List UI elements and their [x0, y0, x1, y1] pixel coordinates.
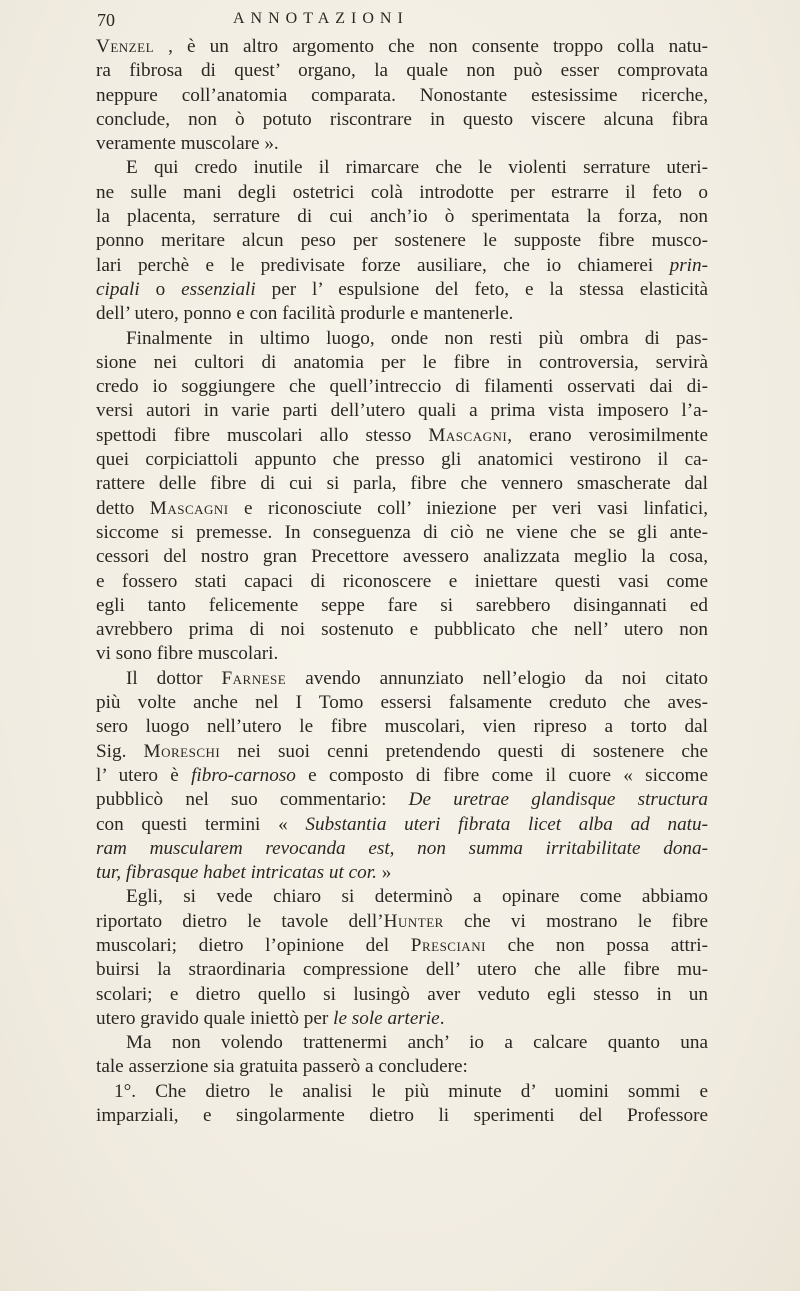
- text-run: Sig.: [96, 740, 144, 762]
- text-line: [96, 715, 708, 739]
- italic-text: fibro-carnoso: [191, 764, 296, 786]
- proper-name: Moreschi: [143, 740, 221, 762]
- text-line: [96, 885, 708, 909]
- text-run: e fossero stati capaci di riconoscere e iniettare questi vasi come: [96, 570, 708, 592]
- text-run: quei corpiciattoli appunto che presso gli anatomici vestirono il ca-: [96, 449, 708, 471]
- text-line: [96, 181, 708, 205]
- text-line: [96, 472, 708, 496]
- text-line: [96, 521, 708, 545]
- text-line: [96, 351, 708, 375]
- text-run: sero luogo nell’utero le fibre muscolari, vien ripreso a torto dal: [96, 716, 708, 738]
- text-run: e composto di fibre come il cuore « siccome: [295, 764, 708, 786]
- text-run: ne sulle mani degli ostetrici colà introdotte per estrarre il feto o: [96, 181, 708, 203]
- text-line: [96, 642, 708, 666]
- text-line: [96, 983, 708, 1007]
- text-run: veramente muscolare ».: [96, 133, 279, 155]
- text-line: [96, 1055, 708, 1079]
- text-run: per l’ espulsione del feto, e la stessa elasticità: [255, 278, 708, 300]
- text-run: l’ utero è: [96, 764, 192, 786]
- italic-text: cipali: [96, 278, 140, 300]
- text-run: avendo annunziato nell’elogio da noi citato: [286, 667, 708, 689]
- italic-text: le sole arterie: [333, 1007, 440, 1029]
- text-run: riportato dietro le tavole dell’: [96, 910, 384, 932]
- text-line: [96, 229, 708, 253]
- text-line: [96, 448, 708, 472]
- text-run: nei suoi cenni pretendendo questi di sostenere che: [220, 740, 708, 762]
- text-line: [96, 545, 708, 569]
- proper-name: Venzel: [96, 36, 155, 57]
- text-run: pubblicò nel suo commentario:: [96, 789, 409, 811]
- text-run: cessori del nostro gran Precettore avessero analizzata meglio la cosa,: [96, 546, 708, 568]
- text-line: [96, 958, 708, 982]
- text-line: [96, 327, 708, 351]
- italic-text: essenziali: [181, 278, 256, 300]
- running-head: ANNOTAZIONI: [233, 10, 409, 27]
- text-run: buirsi la straordinaria compressione dell’ utero che alle fibre mu-: [96, 959, 708, 981]
- italic-text: tur, fibrasque habet intricatas ut cor.: [96, 862, 377, 884]
- text-line: [96, 108, 708, 132]
- text-line: [96, 1080, 708, 1104]
- proper-name: Presciani: [410, 934, 486, 956]
- text-line: [96, 788, 708, 812]
- text-run: sione nei cultori di anatomia per le fibre in controversia, servirà: [96, 351, 708, 373]
- text-line: [96, 59, 708, 83]
- text-line: [96, 205, 708, 229]
- page-number: 70: [97, 10, 115, 30]
- text-line: [96, 302, 708, 326]
- text-run: Ma non volendo trattenermi anch’ io a calcare quanto una: [126, 1032, 708, 1054]
- text-line: [96, 254, 708, 278]
- text-line: [96, 764, 708, 788]
- text-line: [96, 813, 708, 837]
- text-line: [96, 84, 708, 108]
- text-line: [96, 1104, 708, 1128]
- text-run: rattere delle fibre di cui si parla, fibre che vennero smascherate dal: [96, 473, 708, 495]
- text-run: 1°. Che dietro le analisi le più minute d’ uomini sommi e: [114, 1080, 708, 1102]
- text-line: [96, 667, 708, 691]
- text-run: e riconosciute coll’ iniezione per veri vasi linfatici,: [228, 497, 708, 519]
- text-run: che vi mostrano le fibre: [443, 910, 708, 932]
- text-line: [96, 837, 708, 861]
- text-run: avrebbero prima di noi sostenuto e pubblicato che nell’ utero non: [96, 619, 708, 641]
- text-run: la placenta, serrature di cui anch’io ò sperimentata la forza, non: [96, 206, 708, 228]
- text-run: detto: [96, 497, 150, 519]
- text-run: scolari; e dietro quello si lusingò aver veduto egli stesso in un: [96, 983, 708, 1005]
- text-run: ponno meritare alcun peso per sostenere le supposte fibre musco-: [96, 230, 708, 252]
- proper-name: Hunter: [383, 910, 444, 932]
- text-line: [96, 740, 708, 764]
- proper-name: Farnese: [221, 667, 287, 689]
- text-run: , erano verosimilmente: [507, 424, 708, 446]
- text-run: che non possa attri-: [485, 934, 708, 956]
- text-run: »: [376, 862, 392, 884]
- text-run: vi sono fibre muscolari.: [96, 643, 279, 665]
- text-run: o: [139, 278, 182, 300]
- text-run: con questi termini «: [96, 813, 306, 835]
- text-run: E qui credo inutile il rimarcare che le violenti serrature uteri-: [126, 157, 708, 179]
- text-line: [96, 861, 708, 885]
- text-line: [96, 424, 708, 448]
- text-line: [96, 35, 708, 59]
- text-run: imparziali, e singolarmente dietro li sperimenti del Professore: [96, 1105, 708, 1127]
- text-run: muscolari; dietro l’opinione del: [96, 934, 411, 956]
- text-run: .: [439, 1007, 445, 1029]
- text-line: [96, 618, 708, 642]
- italic-text: Substantia uteri fibrata licet alba ad natu-: [305, 813, 708, 835]
- text-run: siccome si premesse. In conseguenza di ciò ne viene che se gli ante-: [96, 521, 708, 543]
- italic-text: ram muscularem revocanda est, non summa irritabilitate dona-: [96, 837, 708, 859]
- text-line: [96, 1031, 708, 1055]
- text-run: , è un altro argomento che non consente troppo colla natu-: [154, 36, 708, 57]
- proper-name: Mascagni: [428, 424, 508, 446]
- text-line: [96, 375, 708, 399]
- text-run: tale asserzione sia gratuita passerò a concludere:: [96, 1056, 468, 1078]
- text-line: [96, 156, 708, 180]
- text-line: [96, 594, 708, 618]
- italic-text: De uretrae glandisque structura: [408, 789, 708, 811]
- italic-text: prin-: [669, 254, 708, 276]
- text-line: [96, 691, 708, 715]
- text-line: [96, 497, 708, 521]
- text-line: [96, 910, 708, 934]
- text-run: Finalmente in ultimo luogo, onde non resti più ombra di pas-: [126, 327, 708, 349]
- text-run: conclude, non ò potuto riscontrare in questo viscere alcuna fibra: [96, 108, 708, 130]
- text-line: [96, 399, 708, 423]
- text-run: utero gravido quale iniettò per: [96, 1007, 334, 1029]
- text-run: credo io soggiungere che quell’intreccio di filamenti osservati dai di-: [96, 376, 708, 398]
- text-run: più volte anche nel I Tomo essersi falsamente creduto che aves-: [96, 692, 708, 714]
- text-run: spettodi fibre muscolari allo stesso: [96, 424, 429, 446]
- text-line: [96, 132, 708, 156]
- text-run: Egli, si vede chiaro si determinò a opinare come abbiamo: [126, 886, 708, 908]
- text-line: [96, 278, 708, 302]
- text-line: [96, 934, 708, 958]
- text-run: versi autori in varie parti dell’utero quali a prima vista imposero l’a-: [96, 400, 708, 422]
- body-text: [96, 35, 708, 1128]
- text-run: Il dottor: [126, 667, 222, 689]
- proper-name: Mascagni: [149, 497, 229, 519]
- text-run: dell’ utero, ponno e con facilità produrle e mantenerle.: [96, 303, 514, 325]
- text-run: egli tanto felicemente seppe fare si sarebbero disingannati ed: [96, 594, 708, 616]
- text-line: [96, 570, 708, 594]
- text-line: [96, 1007, 708, 1031]
- text-run: neppure coll’anatomia comparata. Nonostante estesissime ricerche,: [96, 84, 708, 106]
- text-run: ra fibrosa di quest’ organo, la quale non può esser comprovata: [96, 60, 708, 82]
- text-run: lari perchè e le predivisate forze ausiliare, che io chiamerei: [96, 254, 670, 276]
- page-header: [97, 10, 707, 32]
